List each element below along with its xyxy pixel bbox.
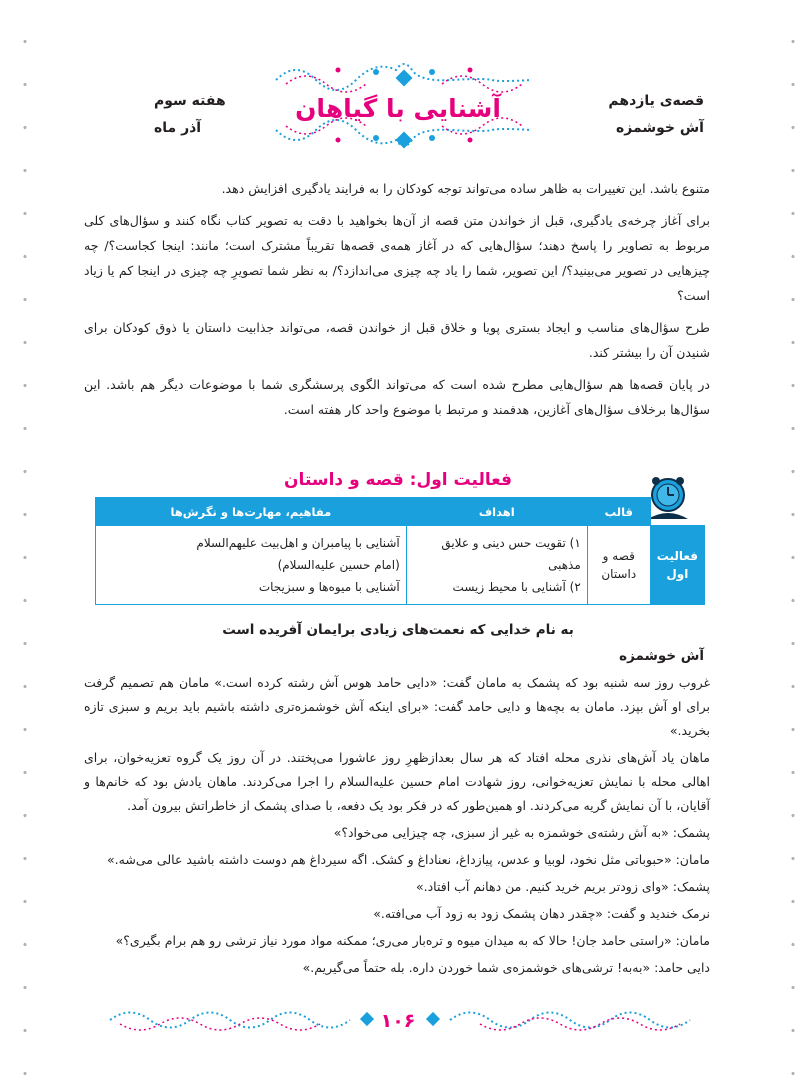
paragraph: برای آغاز چرخه‌ی یادگیری، قبل از خواندن متن قصه از آن‌ها بخواهید با دقت به تصویر کتاب نگاه کنند و سؤال‌های کلی مربوط به تصاویر را پاسخ دهند؛ سؤال‌هایی که در آغاز همه‌ی قصه‌ها تقریباً مشترک است؛ مانند: اینجا کجاست؟/ چه چیزهایی در تصویر می‌بینید؟/ این تصویر، شما را یاد چه چیزی می‌اندازد؟/ به نظر شما تصویرِ چه چیزی در اینجا کم یا زیاد است؟ xyxy=(84,213,710,303)
story-name: آش خوشمزه xyxy=(616,120,704,136)
goal-item: ۲) آشنایی با محیط زیست xyxy=(452,580,581,594)
intro-text xyxy=(84,176,710,429)
month-name: آذر ماه xyxy=(154,120,202,136)
page-title: آشنایی با گیاهان xyxy=(295,94,501,123)
bismillah: به نام خدایی که نعمت‌های زیادی برایمان آفریده است xyxy=(222,622,574,638)
paragraph: متنوع باشد. این تغییرات به ظاهر ساده می‌تواند توجه کودکان را به فرایند یادگیری افزایش دهد. xyxy=(221,181,710,196)
ornament-icon xyxy=(256,40,552,100)
goal-item: ۱) تقویت حس دینی و علایق مذهبی xyxy=(441,536,581,572)
header-form: قالب xyxy=(587,498,650,526)
story-text xyxy=(84,671,710,983)
week-label xyxy=(154,88,226,142)
concept-item: آشنایی با پیامبران و اهل‌بیت علیهم‌السلام xyxy=(196,536,400,550)
paragraph: غروب روز سه شنبه بود که پشمک به مامان گفت: «دایی حامد هوس آش رشته کرده است.» مامان هم تصمیم گرفت برای او آش بپزد. مامان به بچه‌ها و دایی حامد گفت: «برای اینکه آش خوشمزه‌تری داشته باشیم باید بریم و سبزی تازه بخرید.» xyxy=(84,675,710,738)
form-cell: قصه و داستان xyxy=(587,526,650,605)
story-label xyxy=(608,88,704,142)
paragraph: پشمک: «به آش رشته‌ی خوشمزه به غیر از سبزی، چه چیزایی می‌خواد؟» xyxy=(333,825,710,840)
concept-item: (امام حسین علیه‌السلام) xyxy=(277,558,400,572)
table-row xyxy=(96,526,705,605)
goals-cell xyxy=(406,526,587,605)
concept-item: آشنایی با میوه‌ها و سبزیجات xyxy=(258,580,400,594)
page-number: ۱۰۶ xyxy=(380,1010,416,1032)
paragraph: پشمک: «وای زودتر بریم خرید کنیم. من دهانم آب افتاد.» xyxy=(415,879,710,894)
paragraph: در پایان قصه‌ها هم سؤال‌هایی مطرح شده است که می‌تواند الگوی پرسشگری شما با موضوعات دیگر هم باشد. این سؤال‌ها برخلاف سؤال‌های آغازین، هدفمند و مرتبط با موضوع واحد کار هفته است. xyxy=(84,377,710,417)
paragraph: طرح سؤال‌های مناسب و ایجاد بستری پویا و خلاق قبل از خواندن قصه، می‌تواند جذابیت داستان یا ذوق کودکان برای شنیدن آن را بیشتر کند. xyxy=(84,320,710,360)
table-corner xyxy=(650,498,704,526)
concepts-cell xyxy=(96,526,407,605)
story-title: آش خوشمزه xyxy=(619,648,704,664)
page-header xyxy=(0,40,796,170)
story-number: قصه‌ی یازدهم xyxy=(608,93,704,109)
paragraph: ماهان یاد آش‌های نذری محله افتاد که هر سال بعدازظهرِ روز عاشورا می‌پختند. در آن روز یک گروه تعزیه‌خوان، برای اهالی محله با نمایش تعزیه‌خوانی، روز شهادت امام حسین علیه‌السلام را اجرا می‌کردند. ماهان یادش بود که خانم‌ها و آقایان، با آن نمایش گریه می‌کردند. او همین‌طور که در فکر بود یک دفعه، با صدای پشمک از خاطراتش بیرون آمد. xyxy=(84,750,710,813)
header-concepts: مفاهیم، مهارت‌ها و نگرش‌ها xyxy=(96,498,407,526)
paragraph: دایی حامد: «به‌به! ترشی‌های خوشمزه‌ی شما خوردن داره. بله حتماً می‌گیریم.» xyxy=(302,960,710,975)
paragraph: مامان: «راستی حامد جان! حالا که به میدان میوه و تره‌بار می‌ری؛ ممکنه مواد مورد نیاز ترشی رو هم برام بگیری؟» xyxy=(115,933,710,948)
paragraph: مامان: «حبوباتی مثل نخود، لوبیا و عدس، پیازداغ، نعناداغ و کشک. اگه سیرداغ هم دوست داشته باشید عالی می‌شه.» xyxy=(107,852,710,867)
week-number: هفته‌ سوم xyxy=(154,93,226,109)
activity-table xyxy=(95,497,705,605)
header-goals: اهداف xyxy=(406,498,587,526)
activity-title: فعالیت اول: قصه و داستان xyxy=(284,470,512,490)
paragraph: نرمک خندید و گفت: «چقدر دهان پشمک زود به زود آب می‌افته.» xyxy=(373,906,710,921)
activity-label: فعالیت اول xyxy=(650,526,704,605)
top-dot-border xyxy=(736,0,766,20)
